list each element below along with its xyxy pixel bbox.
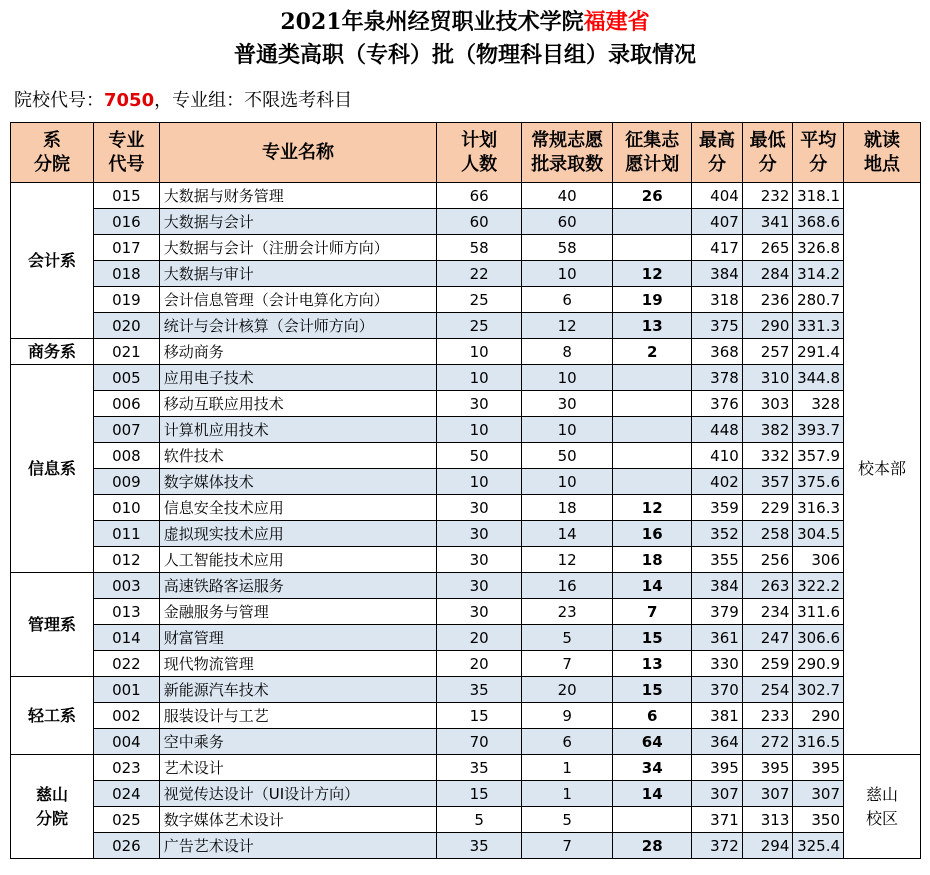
avg-score-cell: 357.9	[793, 443, 844, 469]
plan-count-cell: 66	[437, 183, 522, 209]
major-group-text: ，专业组：不限选考科目	[154, 90, 353, 111]
max-score-cell: 371	[692, 807, 743, 833]
regular-admit-cell: 12	[522, 313, 613, 339]
max-score-cell: 372	[692, 833, 743, 859]
regular-admit-cell: 6	[522, 729, 613, 755]
major-name-cell: 高速铁路客运服务	[159, 573, 436, 599]
min-score-cell: 382	[742, 417, 793, 443]
major-code-cell: 002	[94, 703, 160, 729]
plan-count-cell: 20	[437, 625, 522, 651]
max-score-cell: 448	[692, 417, 743, 443]
avg-score-cell: 395	[793, 755, 844, 781]
major-name-cell: 人工智能技术应用	[159, 547, 436, 573]
regular-admit-cell: 16	[522, 573, 613, 599]
header-max: 最高 分	[692, 123, 743, 183]
regular-admit-cell: 23	[522, 599, 613, 625]
plan-count-cell: 10	[437, 339, 522, 365]
max-score-cell: 378	[692, 365, 743, 391]
major-name-cell: 新能源汽车技术	[159, 677, 436, 703]
max-score-cell: 384	[692, 261, 743, 287]
major-name-cell: 艺术设计	[159, 755, 436, 781]
major-name-cell: 应用电子技术	[159, 365, 436, 391]
page-title	[0, 5, 930, 36]
collect-plan-cell: 15	[613, 677, 692, 703]
major-name-cell: 大数据与财务管理	[159, 183, 436, 209]
regular-admit-cell: 40	[522, 183, 613, 209]
major-name-cell: 空中乘务	[159, 729, 436, 755]
major-name-cell: 数字媒体艺术设计	[159, 807, 436, 833]
regular-admit-cell: 12	[522, 547, 613, 573]
major-code-cell: 018	[94, 261, 160, 287]
max-score-cell: 307	[692, 781, 743, 807]
avg-score-cell: 290	[793, 703, 844, 729]
collect-plan-cell: 7	[613, 599, 692, 625]
max-score-cell: 364	[692, 729, 743, 755]
min-score-cell: 341	[742, 209, 793, 235]
collect-plan-cell: 18	[613, 547, 692, 573]
regular-admit-cell: 10	[522, 261, 613, 287]
regular-admit-cell: 60	[522, 209, 613, 235]
location-cell: 校本部	[844, 183, 921, 755]
collect-plan-cell: 12	[613, 495, 692, 521]
regular-admit-cell: 7	[522, 651, 613, 677]
plan-count-cell: 30	[437, 521, 522, 547]
max-score-cell: 352	[692, 521, 743, 547]
major-code-cell: 022	[94, 651, 160, 677]
max-score-cell: 395	[692, 755, 743, 781]
major-code-cell: 015	[94, 183, 160, 209]
table-row	[11, 261, 921, 287]
school-code-value: 7050	[104, 90, 155, 111]
avg-score-cell: 280.7	[793, 287, 844, 313]
plan-count-cell: 22	[437, 261, 522, 287]
collect-plan-cell: 14	[613, 781, 692, 807]
major-code-cell: 021	[94, 339, 160, 365]
regular-admit-cell: 50	[522, 443, 613, 469]
avg-score-cell: 328	[793, 391, 844, 417]
table-row	[11, 755, 921, 781]
table-header-row	[11, 123, 921, 183]
major-name-cell: 服装设计与工艺	[159, 703, 436, 729]
collect-plan-cell: 64	[613, 729, 692, 755]
max-score-cell: 368	[692, 339, 743, 365]
regular-admit-cell: 20	[522, 677, 613, 703]
major-name-cell: 大数据与会计（注册会计师方向）	[159, 235, 436, 261]
avg-score-cell: 325.4	[793, 833, 844, 859]
avg-score-cell: 307	[793, 781, 844, 807]
plan-count-cell: 50	[437, 443, 522, 469]
plan-count-cell: 20	[437, 651, 522, 677]
title-school: 2021年泉州经贸职业技术学院	[280, 9, 584, 35]
min-score-cell: 357	[742, 469, 793, 495]
collect-plan-cell: 12	[613, 261, 692, 287]
table-row	[11, 313, 921, 339]
major-code-cell: 017	[94, 235, 160, 261]
avg-score-cell: 393.7	[793, 417, 844, 443]
min-score-cell: 232	[742, 183, 793, 209]
collect-plan-cell	[613, 209, 692, 235]
table-row	[11, 365, 921, 391]
major-code-cell: 009	[94, 469, 160, 495]
collect-plan-cell	[613, 443, 692, 469]
collect-plan-cell: 6	[613, 703, 692, 729]
regular-admit-cell: 9	[522, 703, 613, 729]
major-code-cell: 023	[94, 755, 160, 781]
major-name-cell: 移动商务	[159, 339, 436, 365]
table-row	[11, 703, 921, 729]
min-score-cell: 236	[742, 287, 793, 313]
min-score-cell: 290	[742, 313, 793, 339]
table-row	[11, 729, 921, 755]
major-name-cell: 现代物流管理	[159, 651, 436, 677]
min-score-cell: 254	[742, 677, 793, 703]
header-regular: 常规志愿 批录取数	[522, 123, 613, 183]
header-min: 最低 分	[742, 123, 793, 183]
department-cell: 会计系	[11, 183, 94, 339]
avg-score-cell: 326.8	[793, 235, 844, 261]
plan-count-cell: 30	[437, 547, 522, 573]
major-code-cell: 001	[94, 677, 160, 703]
major-code-cell: 004	[94, 729, 160, 755]
regular-admit-cell: 14	[522, 521, 613, 547]
collect-plan-cell: 16	[613, 521, 692, 547]
major-name-cell: 金融服务与管理	[159, 599, 436, 625]
header-avg: 平均 分	[793, 123, 844, 183]
table-row	[11, 833, 921, 859]
major-name-cell: 大数据与会计	[159, 209, 436, 235]
max-score-cell: 318	[692, 287, 743, 313]
collect-plan-cell: 14	[613, 573, 692, 599]
min-score-cell: 307	[742, 781, 793, 807]
table-row	[11, 651, 921, 677]
collect-plan-cell	[613, 365, 692, 391]
table-row	[11, 287, 921, 313]
min-score-cell: 265	[742, 235, 793, 261]
avg-score-cell: 318.1	[793, 183, 844, 209]
table-row	[11, 495, 921, 521]
min-score-cell: 263	[742, 573, 793, 599]
min-score-cell: 259	[742, 651, 793, 677]
avg-score-cell: 311.6	[793, 599, 844, 625]
major-code-cell: 012	[94, 547, 160, 573]
major-name-cell: 数字媒体技术	[159, 469, 436, 495]
collect-plan-cell	[613, 469, 692, 495]
min-score-cell: 229	[742, 495, 793, 521]
plan-count-cell: 35	[437, 755, 522, 781]
plan-count-cell: 30	[437, 391, 522, 417]
regular-admit-cell: 58	[522, 235, 613, 261]
department-cell: 轻工系	[11, 677, 94, 755]
plan-count-cell: 30	[437, 599, 522, 625]
major-name-cell: 信息安全技术应用	[159, 495, 436, 521]
min-score-cell: 303	[742, 391, 793, 417]
department-cell: 商务系	[11, 339, 94, 365]
collect-plan-cell: 15	[613, 625, 692, 651]
regular-admit-cell: 10	[522, 469, 613, 495]
avg-score-cell: 290.9	[793, 651, 844, 677]
table-row	[11, 209, 921, 235]
table-row	[11, 599, 921, 625]
table-body	[11, 183, 921, 859]
major-code-cell: 013	[94, 599, 160, 625]
school-code-line	[14, 86, 352, 112]
major-code-cell: 014	[94, 625, 160, 651]
page-subtitle: 普通类高职（专科）批（物理科目组）录取情况	[233, 42, 696, 68]
collect-plan-cell: 28	[613, 833, 692, 859]
collect-plan-cell: 13	[613, 313, 692, 339]
department-cell: 慈山 分院	[11, 755, 94, 859]
major-name-cell: 计算机应用技术	[159, 417, 436, 443]
max-score-cell: 376	[692, 391, 743, 417]
avg-score-cell: 350	[793, 807, 844, 833]
plan-count-cell: 25	[437, 313, 522, 339]
collect-plan-cell: 34	[613, 755, 692, 781]
table-row	[11, 573, 921, 599]
regular-admit-cell: 6	[522, 287, 613, 313]
table-row	[11, 807, 921, 833]
max-score-cell: 375	[692, 313, 743, 339]
max-score-cell: 379	[692, 599, 743, 625]
avg-score-cell: 344.8	[793, 365, 844, 391]
school-code-label: 院校代号：	[14, 90, 104, 111]
title-province: 福建省	[583, 9, 650, 35]
major-code-cell: 011	[94, 521, 160, 547]
min-score-cell: 310	[742, 365, 793, 391]
avg-score-cell: 304.5	[793, 521, 844, 547]
max-score-cell: 381	[692, 703, 743, 729]
regular-admit-cell: 1	[522, 755, 613, 781]
header-plan: 计划 人数	[437, 123, 522, 183]
header-name: 专业名称	[159, 123, 436, 183]
min-score-cell: 233	[742, 703, 793, 729]
table-row	[11, 521, 921, 547]
table-row	[11, 391, 921, 417]
plan-count-cell: 10	[437, 365, 522, 391]
collect-plan-cell: 13	[613, 651, 692, 677]
max-score-cell: 404	[692, 183, 743, 209]
location-cell: 慈山 校区	[844, 755, 921, 859]
plan-count-cell: 30	[437, 495, 522, 521]
plan-count-cell: 15	[437, 781, 522, 807]
collect-plan-cell	[613, 235, 692, 261]
plan-count-cell: 58	[437, 235, 522, 261]
header-collect: 征集志 愿计划	[613, 123, 692, 183]
table-row	[11, 443, 921, 469]
admission-table	[10, 122, 921, 859]
avg-score-cell: 302.7	[793, 677, 844, 703]
max-score-cell: 370	[692, 677, 743, 703]
table-row	[11, 339, 921, 365]
header-location: 就读 地点	[844, 123, 921, 183]
table-row	[11, 625, 921, 651]
plan-count-cell: 10	[437, 417, 522, 443]
plan-count-cell: 15	[437, 703, 522, 729]
min-score-cell: 257	[742, 339, 793, 365]
collect-plan-cell: 19	[613, 287, 692, 313]
major-code-cell: 008	[94, 443, 160, 469]
min-score-cell: 234	[742, 599, 793, 625]
major-code-cell: 019	[94, 287, 160, 313]
major-name-cell: 统计与会计核算（会计师方向）	[159, 313, 436, 339]
avg-score-cell: 375.6	[793, 469, 844, 495]
min-score-cell: 247	[742, 625, 793, 651]
plan-count-cell: 60	[437, 209, 522, 235]
header-code: 专业 代号	[94, 123, 160, 183]
major-name-cell: 视觉传达设计（UI设计方向）	[159, 781, 436, 807]
avg-score-cell: 316.5	[793, 729, 844, 755]
plan-count-cell: 10	[437, 469, 522, 495]
header-dept: 系 分院	[11, 123, 94, 183]
min-score-cell: 284	[742, 261, 793, 287]
max-score-cell: 402	[692, 469, 743, 495]
regular-admit-cell: 30	[522, 391, 613, 417]
avg-score-cell: 306.6	[793, 625, 844, 651]
max-score-cell: 407	[692, 209, 743, 235]
max-score-cell: 417	[692, 235, 743, 261]
collect-plan-cell	[613, 807, 692, 833]
collect-plan-cell: 26	[613, 183, 692, 209]
regular-admit-cell: 5	[522, 625, 613, 651]
collect-plan-cell	[613, 391, 692, 417]
major-code-cell: 010	[94, 495, 160, 521]
major-name-cell: 会计信息管理（会计电算化方向）	[159, 287, 436, 313]
min-score-cell: 313	[742, 807, 793, 833]
min-score-cell: 256	[742, 547, 793, 573]
major-code-cell: 007	[94, 417, 160, 443]
max-score-cell: 359	[692, 495, 743, 521]
min-score-cell: 294	[742, 833, 793, 859]
department-cell: 信息系	[11, 365, 94, 573]
avg-score-cell: 322.2	[793, 573, 844, 599]
table-row	[11, 677, 921, 703]
table-row	[11, 547, 921, 573]
plan-count-cell: 70	[437, 729, 522, 755]
min-score-cell: 332	[742, 443, 793, 469]
max-score-cell: 361	[692, 625, 743, 651]
min-score-cell: 272	[742, 729, 793, 755]
regular-admit-cell: 5	[522, 807, 613, 833]
major-name-cell: 广告艺术设计	[159, 833, 436, 859]
major-code-cell: 020	[94, 313, 160, 339]
major-code-cell: 025	[94, 807, 160, 833]
major-code-cell: 003	[94, 573, 160, 599]
regular-admit-cell: 1	[522, 781, 613, 807]
avg-score-cell: 314.2	[793, 261, 844, 287]
max-score-cell: 355	[692, 547, 743, 573]
plan-count-cell: 30	[437, 573, 522, 599]
major-name-cell: 移动互联应用技术	[159, 391, 436, 417]
avg-score-cell: 306	[793, 547, 844, 573]
major-code-cell: 024	[94, 781, 160, 807]
avg-score-cell: 291.4	[793, 339, 844, 365]
table-row	[11, 183, 921, 209]
plan-count-cell: 25	[437, 287, 522, 313]
avg-score-cell: 316.3	[793, 495, 844, 521]
max-score-cell: 384	[692, 573, 743, 599]
plan-count-cell: 35	[437, 833, 522, 859]
avg-score-cell: 368.6	[793, 209, 844, 235]
regular-admit-cell: 10	[522, 365, 613, 391]
major-name-cell: 财富管理	[159, 625, 436, 651]
regular-admit-cell: 18	[522, 495, 613, 521]
major-name-cell: 大数据与审计	[159, 261, 436, 287]
regular-admit-cell: 7	[522, 833, 613, 859]
min-score-cell: 395	[742, 755, 793, 781]
major-name-cell: 虚拟现实技术应用	[159, 521, 436, 547]
table-row	[11, 417, 921, 443]
avg-score-cell: 331.3	[793, 313, 844, 339]
major-code-cell: 016	[94, 209, 160, 235]
regular-admit-cell: 8	[522, 339, 613, 365]
major-code-cell: 006	[94, 391, 160, 417]
plan-count-cell: 5	[437, 807, 522, 833]
regular-admit-cell: 10	[522, 417, 613, 443]
major-code-cell: 005	[94, 365, 160, 391]
department-cell: 管理系	[11, 573, 94, 677]
collect-plan-cell: 2	[613, 339, 692, 365]
table-row	[11, 781, 921, 807]
plan-count-cell: 35	[437, 677, 522, 703]
min-score-cell: 258	[742, 521, 793, 547]
max-score-cell: 330	[692, 651, 743, 677]
collect-plan-cell	[613, 417, 692, 443]
table-row	[11, 235, 921, 261]
major-name-cell: 软件技术	[159, 443, 436, 469]
major-code-cell: 026	[94, 833, 160, 859]
table-row	[11, 469, 921, 495]
max-score-cell: 410	[692, 443, 743, 469]
